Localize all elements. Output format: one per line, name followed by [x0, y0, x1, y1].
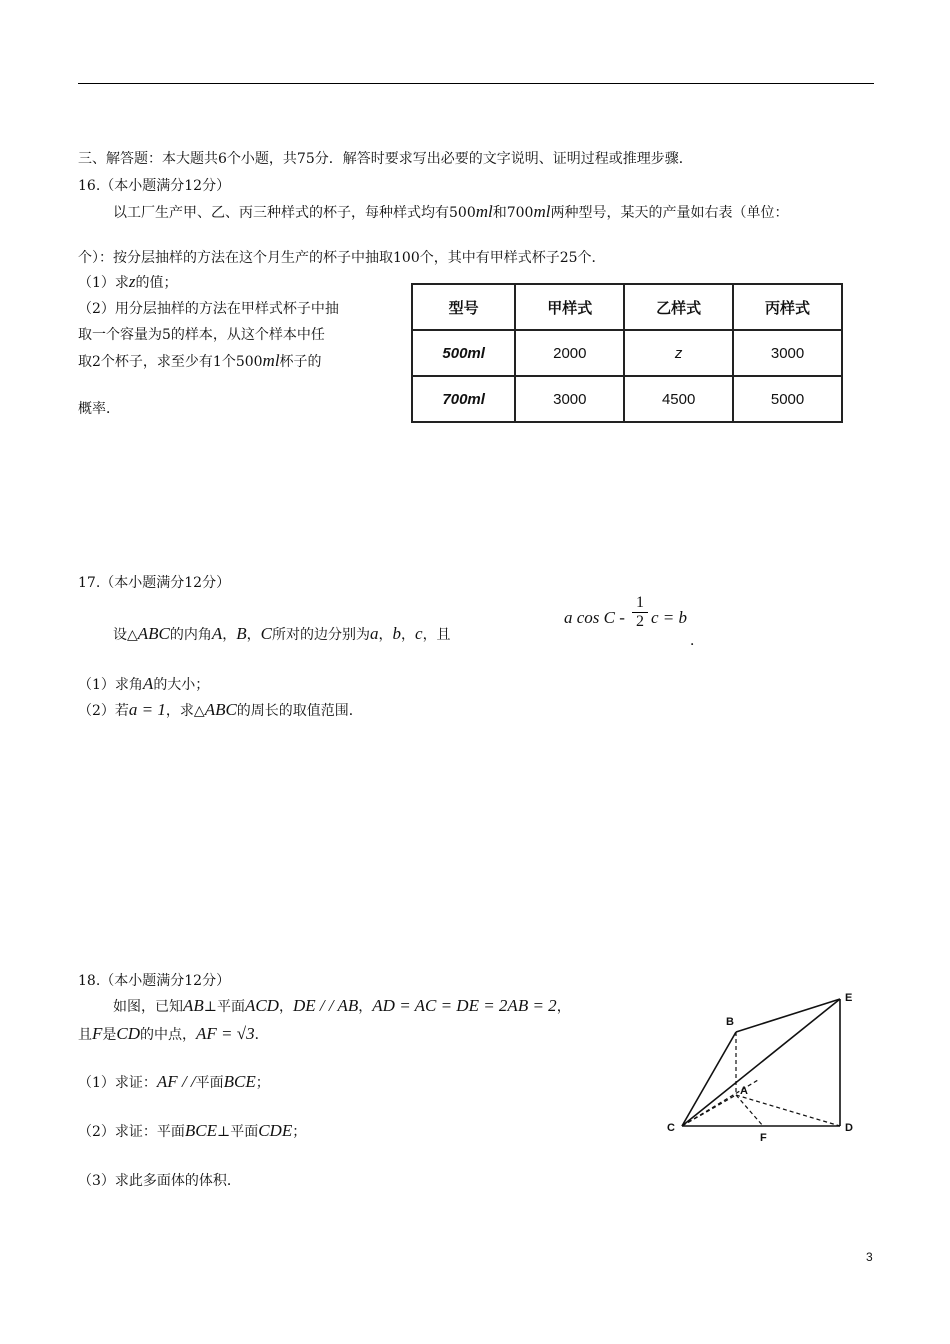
edge-ad — [736, 1095, 840, 1126]
table-header: 甲样式 — [515, 284, 624, 330]
q18-part2: （2）求证：平面BCE⊥平面CDE； — [78, 1121, 307, 1140]
production-table — [411, 283, 843, 423]
q18-part3: （3）求此多面体的体积． — [78, 1173, 241, 1189]
vertex-label-b: B — [726, 1016, 734, 1028]
table-cell: 500ml — [412, 330, 515, 376]
table-header: 丙样式 — [733, 284, 842, 330]
q17-heading: 17.（本小题满分12分） — [78, 575, 231, 591]
q16-heading: 16.（本小题满分12分） — [78, 178, 231, 194]
vertex-label-d: D — [845, 1122, 853, 1134]
q18-part1: （1）求证：AF / /平面BCE； — [78, 1072, 270, 1091]
table-cell: 3000 — [733, 330, 842, 376]
table-header-row — [412, 284, 842, 330]
vertex-label-c: C — [667, 1122, 675, 1134]
fraction-one-half — [632, 594, 648, 631]
edge-cb — [682, 1032, 736, 1126]
table-row — [412, 330, 842, 376]
q18-line1: 如图，已知AB⊥平面ACD，DE / / AB，AD = AC = DE = 2AB = 2， — [113, 996, 571, 1015]
table-cell: 700ml — [412, 376, 515, 422]
q17-intro: 设△ABC的内角A，B，C所对的边分别为a，b，c，且 — [113, 624, 451, 643]
q18-line2: 且F是CD的中点，AF = √3． — [78, 1024, 269, 1043]
vertex-label-a: A — [740, 1085, 748, 1097]
q17-period: ． — [690, 633, 704, 649]
table-cell: 4500 — [624, 376, 733, 422]
table-header: 乙样式 — [624, 284, 733, 330]
q17-equation-left: a cos C - — [564, 608, 625, 627]
q17-part1: （1）求角A的大小； — [78, 674, 210, 693]
q17-part2: （2）若a = 1，求△ABC的周长的取值范围． — [78, 700, 363, 719]
page-number: 3 — [866, 1250, 873, 1264]
q16-part2-line3: 取2个杯子，求至少有1个500ml杯子的 — [78, 351, 322, 370]
q16-part2-line4: 概率． — [78, 401, 120, 417]
fraction-numerator: 1 — [636, 594, 644, 611]
vertex-label-f: F — [760, 1132, 767, 1144]
polyhedron-figure — [660, 985, 870, 1150]
vertex-label-e: E — [845, 992, 853, 1004]
q17-equation-right: c = b — [651, 608, 688, 627]
fraction-denominator: 2 — [632, 612, 648, 631]
q16-intro: 以工厂生产甲、乙、丙三种样式的杯子，每种样式均有500ml和700ml两种型号，某天的产量如右表（单位： — [113, 202, 789, 221]
edge-ce — [682, 999, 840, 1126]
edge-be — [736, 999, 840, 1032]
q16-part2-line2: 取一个容量为5的样本，从这个样本中任 — [78, 327, 325, 343]
q18-heading: 18.（本小题满分12分） — [78, 973, 231, 989]
section-title: 三、解答题：本大题共6个小题，共75分．解答时要求写出必要的文字说明、证明过程或推理步骤． — [78, 151, 693, 167]
table-cell: 5000 — [733, 376, 842, 422]
q16-part2-line1: （2）用分层抽样的方法在甲样式杯子中抽 — [78, 301, 339, 317]
table-row — [412, 376, 842, 422]
q16-intro-line2: 个）：按分层抽样的方法在这个月生产的杯子中抽取100个，其中有甲样式杯子25个． — [78, 250, 606, 266]
table-cell: 2000 — [515, 330, 624, 376]
table-cell: 3000 — [515, 376, 624, 422]
table-cell: z — [624, 330, 733, 376]
header-rule — [78, 83, 874, 84]
table-header: 型号 — [412, 284, 515, 330]
q16-part1: （1）求z的值； — [78, 272, 178, 291]
